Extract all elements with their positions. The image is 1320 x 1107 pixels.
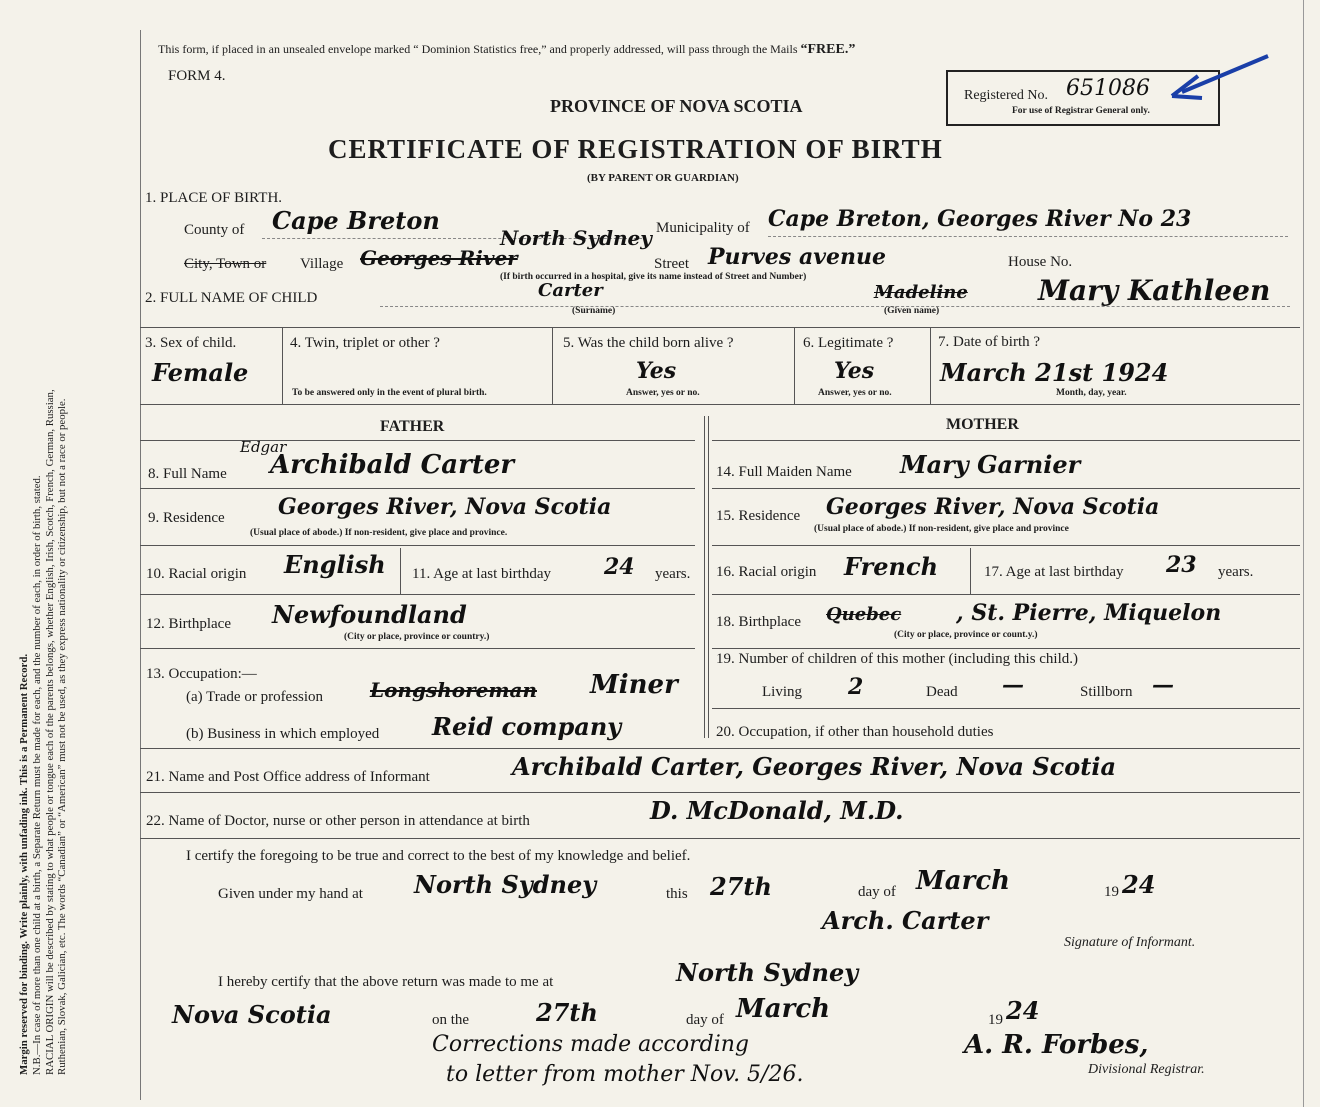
registrar-on-the-label: on the — [432, 1012, 470, 1028]
registrar-certify-text: I hereby certify that the above return was made to me at — [218, 974, 554, 990]
trade-value: Miner — [590, 670, 678, 700]
mother-age-value: 23 — [1166, 552, 1197, 578]
mother-birthplace-value: , St. Pierre, Miquelon — [956, 600, 1222, 626]
rule — [552, 327, 553, 404]
registrar-month-value: March — [736, 994, 831, 1024]
dob-label: 7. Date of birth ? — [938, 334, 1041, 350]
margin-note-racial-origin-2: Ruthenian, Slovak, Galician, etc. The words “Canadian” or “American” must not be used, as they express nationality or citizenship, but not a race or people. — [56, 398, 69, 1075]
rule — [140, 488, 695, 489]
sex-value: Female — [152, 358, 249, 387]
margin-note-multiple-births: N.B.—In case of more than one child at a birth, a Separate Return must be made for each, and the number of each, in order of birth, stated. — [30, 475, 43, 1075]
trade-struck-value: Longshoreman — [370, 678, 537, 702]
child-surname: Carter — [538, 280, 603, 301]
legitimate-note: Answer, yes or no. — [818, 388, 892, 398]
registrar-signature: A. R. Forbes, — [964, 1030, 1149, 1060]
rule — [140, 404, 1300, 405]
father-name-insert: Edgar — [240, 438, 287, 456]
given-year-value: 24 — [1122, 870, 1156, 899]
dead-value: — — [1002, 672, 1024, 698]
mother-residence-note: (Usual place of abode.) If non-resident, give place and province — [814, 524, 1069, 534]
mother-racial-label: 16. Racial origin — [716, 564, 817, 580]
mother-residence-value: Georges River, Nova Scotia — [826, 494, 1160, 520]
trade-label: (a) Trade or profession — [186, 689, 324, 705]
street-value: Purves avenue — [708, 244, 886, 270]
village-value: North Sydney — [500, 226, 652, 250]
father-birthplace-note: (City or place, province or country.) — [344, 632, 490, 642]
dob-note: Month, day, year. — [1056, 388, 1127, 398]
living-value: 2 — [848, 674, 864, 700]
father-name-label: 8. Full Name — [148, 466, 227, 482]
registrar-day-of-label: day of — [686, 1012, 724, 1028]
given-name-caption: (Given name) — [884, 306, 940, 316]
informant-signature: Arch. Carter — [822, 906, 989, 935]
rule — [140, 545, 695, 546]
rule — [712, 648, 1300, 649]
registered-note: For use of Registrar General only. — [1012, 106, 1150, 116]
margin-rule — [140, 30, 141, 1100]
mother-racial-value: French — [844, 552, 939, 581]
father-heading: FATHER — [380, 418, 445, 435]
margin-note-racial-origin: RACIAL ORIGIN will be described by stating to what people or tongue each of the parents belongs, whether English, Irish, Scotch, French, German, Russian, — [43, 389, 56, 1075]
informant-label: 21. Name and Post Office address of Informant — [146, 769, 430, 785]
municipality-value: Cape Breton, Georges River No 23 — [768, 206, 1192, 232]
mail-notice: This form, if placed in an unsealed envelope marked “ Dominion Statistics free,” and properly addressed, will pass through the Mails “FREE.” — [158, 42, 856, 57]
page-title: CERTIFICATE OF REGISTRATION OF BIRTH — [328, 134, 943, 164]
given-day-value: 27th — [710, 872, 772, 901]
doctor-value: D. McDonald, M.D. — [650, 796, 904, 825]
municipality-label: Municipality of — [656, 220, 750, 236]
rule — [140, 440, 695, 441]
given-day-of-label: day of — [858, 884, 896, 900]
rule — [794, 327, 795, 404]
dead-label: Dead — [926, 684, 958, 700]
registered-label: Registered No. — [964, 88, 1048, 103]
registrar-place-value: North Sydney — [676, 958, 859, 987]
correction-note-line1: Corrections made according — [432, 1032, 749, 1057]
father-residence-value: Georges River, Nova Scotia — [278, 494, 612, 520]
province-heading: PROVINCE OF NOVA SCOTIA — [550, 96, 803, 116]
rule — [140, 594, 695, 595]
rule — [712, 594, 1300, 595]
father-age-unit: years. — [655, 566, 691, 582]
sex-label: 3. Sex of child. — [145, 335, 237, 351]
father-residence-label: 9. Residence — [148, 510, 225, 526]
rule — [140, 648, 695, 649]
street-label: Street — [654, 256, 689, 272]
father-name-value: Archibald Carter — [270, 450, 515, 480]
mother-birthplace-note: (City or place, province or count.y.) — [894, 630, 1038, 640]
rule — [140, 748, 1300, 749]
county-label: County of — [184, 222, 245, 238]
village-struck-value: Georges River — [360, 246, 518, 270]
registered-number: 651086 — [1066, 76, 1150, 101]
children-count-label: 19. Number of children of this mother (including this child.) — [716, 651, 1079, 667]
rule — [930, 327, 931, 404]
stillborn-label: Stillborn — [1080, 684, 1133, 700]
twin-label: 4. Twin, triplet or other ? — [290, 335, 440, 351]
rule — [712, 488, 1300, 489]
given-place-value: North Sydney — [414, 870, 597, 899]
father-occupation-label: 13. Occupation:— — [146, 666, 257, 682]
place-of-birth-heading: 1. PLACE OF BIRTH. — [145, 190, 283, 206]
city-town-label: City, Town or — [184, 256, 267, 272]
dob-value: March 21st 1924 — [940, 358, 1169, 387]
rule — [400, 548, 401, 594]
mother-name-label: 14. Full Maiden Name — [716, 464, 852, 480]
given-month-value: March — [916, 866, 1011, 896]
alive-label: 5. Was the child born alive ? — [563, 335, 734, 351]
rule — [140, 792, 1300, 793]
page-edge — [1303, 0, 1304, 1107]
stillborn-value: — — [1152, 672, 1174, 698]
legitimate-value: Yes — [834, 358, 875, 384]
mother-residence-label: 15. Residence — [716, 508, 801, 524]
father-age-value: 24 — [604, 554, 635, 580]
mother-age-label: 17. Age at last birthday — [984, 564, 1124, 580]
hospital-note: (If birth occurred in a hospital, give its name instead of Street and Number) — [500, 272, 807, 282]
mother-heading: MOTHER — [946, 416, 1019, 433]
given-under-label: Given under my hand at — [218, 886, 363, 902]
margin-notes — [18, 15, 69, 1075]
rule — [282, 327, 283, 404]
registrar-year-value: 24 — [1006, 996, 1040, 1025]
rule — [970, 548, 971, 594]
alive-value: Yes — [636, 358, 677, 384]
informant-certify-text: I certify the foregoing to be true and correct to the best of my knowledge and belief. — [186, 848, 691, 864]
this-label: this — [666, 886, 688, 902]
child-name-label: 2. FULL NAME OF CHILD — [145, 290, 318, 306]
village-label: Village — [300, 256, 344, 272]
municipality-line — [768, 236, 1288, 237]
registrar-signature-caption: Divisional Registrar. — [1088, 1062, 1205, 1077]
rule — [140, 838, 1300, 839]
rule — [712, 545, 1300, 546]
child-given-struck: Madeline — [874, 282, 968, 303]
twin-note: To be answered only in the event of plural birth. — [292, 388, 487, 398]
form-number: FORM 4. — [168, 68, 226, 84]
mother-birthplace-struck: Quebec — [826, 604, 902, 625]
father-racial-value: English — [284, 550, 386, 579]
checkmark-arrow-icon — [1150, 52, 1270, 102]
father-racial-label: 10. Racial origin — [146, 566, 247, 582]
rule — [140, 327, 1300, 328]
father-birthplace-label: 12. Birthplace — [146, 616, 231, 632]
given-year-prefix: 19 — [1104, 884, 1119, 900]
margin-note-binding: Margin reserved for binding. Write plainly, with unfading ink. This is a Permanent Record. — [18, 653, 30, 1075]
mother-occupation-label: 20. Occupation, if other than household duties — [716, 724, 994, 740]
surname-caption: (Surname) — [572, 306, 616, 316]
registrar-day-value: 27th — [536, 998, 598, 1027]
child-given-name: Mary Kathleen — [1038, 274, 1271, 307]
rule — [712, 440, 1300, 441]
informant-value: Archibald Carter, Georges River, Nova Scotia — [512, 752, 1117, 781]
father-residence-note: (Usual place of abode.) If non-resident, give place and province. — [250, 528, 508, 538]
rule — [708, 416, 709, 738]
father-age-label: 11. Age at last birthday — [412, 566, 551, 582]
doctor-label: 22. Name of Doctor, nurse or other person in attendance at birth — [146, 813, 530, 829]
registrar-place-value-2: Nova Scotia — [172, 1000, 332, 1029]
mother-name-value: Mary Garnier — [900, 450, 1081, 479]
page-subtitle: (BY PARENT OR GUARDIAN) — [587, 172, 739, 184]
legitimate-label: 6. Legitimate ? — [803, 335, 894, 351]
rule — [712, 708, 1300, 709]
county-value: Cape Breton — [272, 206, 440, 235]
alive-note: Answer, yes or no. — [626, 388, 700, 398]
living-label: Living — [762, 684, 802, 700]
registrar-year-prefix: 19 — [988, 1012, 1003, 1028]
informant-signature-caption: Signature of Informant. — [1064, 935, 1196, 950]
business-label: (b) Business in which employed — [186, 726, 380, 742]
mother-birthplace-label: 18. Birthplace — [716, 614, 801, 630]
rule — [704, 416, 705, 738]
father-birthplace-value: Newfoundland — [272, 600, 467, 629]
house-number-label: House No. — [1008, 254, 1073, 270]
mother-age-unit: years. — [1218, 564, 1254, 580]
correction-note-line2: to letter from mother Nov. 5/26. — [446, 1062, 804, 1087]
business-value: Reid company — [432, 712, 622, 741]
